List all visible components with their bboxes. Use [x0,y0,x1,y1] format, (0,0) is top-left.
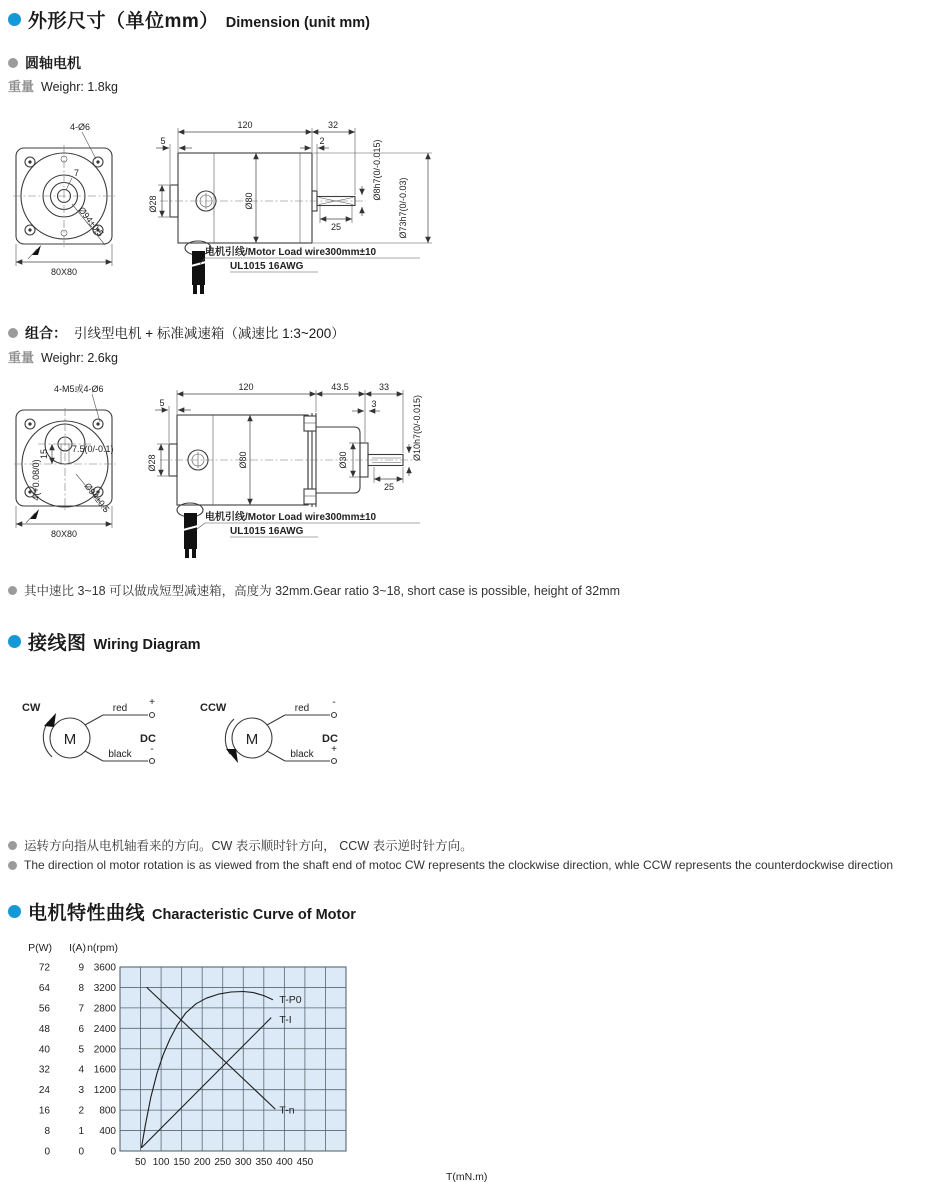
weight-value: Weighr: 1.8kg [41,80,118,94]
dim-label: 32 [327,120,339,130]
motor-lead-wire [184,513,197,549]
weight-label-zh: 重量 [8,350,35,365]
y-tick-label: 3 [78,1085,84,1097]
y-tick-label: 8 [44,1126,50,1138]
combo-heading [8,322,345,343]
combo-title: 组合： [25,325,67,341]
y-tick-label: 5 [78,1044,84,1056]
dim-label: Ø94±0.5 [76,205,106,239]
y-tick-label: 800 [99,1105,116,1117]
dim-label: 25 [330,222,342,232]
y-tick-label: 8 [78,982,84,994]
y-tick-label: 6 [78,1023,84,1035]
black-wire-label: black [108,749,132,760]
y-tick-label: 56 [38,1003,50,1015]
dc-supply-label: DC [140,733,156,745]
motor-symbol: M [63,731,77,748]
x-tick-label: 450 [296,1157,314,1168]
wiring-title-en: Wiring Diagram [93,637,201,653]
x-axis-label: T(mN.m) [446,1171,488,1182]
dim-label: Ø8h7(0/-0.015) [372,139,382,201]
dim-label: 4-M5或4-Ø6 [54,384,104,394]
dim-label: 15 [39,448,49,460]
weight-line-2 [8,347,118,366]
y-axis-header: n(rpm) [87,942,118,954]
y-axis-header: P(W) [28,942,52,954]
series-label-T-I: T-I [279,1014,292,1027]
dc-supply-label: DC [322,733,338,745]
dim-label: 7 [74,168,80,178]
y-tick-label: 0 [78,1146,84,1158]
dim-label: Ø10h7(0/-0.015) [412,394,422,462]
y-tick-label: 7 [78,1003,84,1015]
x-tick-label: 300 [234,1157,252,1168]
round-shaft-motor-label: 圆轴电机 [25,55,81,71]
wire-note-line1: 电机引线/Motor Load wire300mm±10 [205,247,377,258]
ccw-label: CCW [200,702,227,714]
y-tick-label: 48 [38,1023,50,1035]
terminal-sign: + [331,744,337,755]
y-tick-label: 2 [78,1105,84,1117]
red-wire-label: red [112,703,128,714]
y-tick-label: 1600 [93,1064,116,1076]
dim-label: Ø80 [238,451,248,469]
x-tick-label: 50 [134,1157,147,1168]
series-label-T-n: T-n [279,1104,295,1117]
cw-rotation-arrow [44,713,56,727]
terminal-sign: - [332,697,336,708]
x-tick-label: 400 [276,1157,293,1168]
motor-lead-wire [192,251,205,285]
dim-label: 43.5 [331,382,349,392]
section-wiring-heading [8,628,201,655]
blue-bullet-icon [8,905,21,918]
dim-label: Ø30 [338,451,348,469]
dim-label: 80X80 [50,529,78,539]
dim-label: 2 [319,136,325,146]
series-label-T-P0: T-P0 [279,994,302,1007]
y-tick-label: 0 [44,1146,50,1158]
dim-label: 80X80 [50,267,78,277]
y-tick-label: 1200 [93,1085,116,1097]
y-tick-label: 24 [38,1085,50,1097]
motor-symbol: M [245,731,259,748]
y-tick-label: 400 [99,1126,116,1138]
dim-label: Ø28 [147,454,157,472]
y-tick-label: 3600 [93,962,116,974]
red-wire-label: red [294,703,310,714]
characteristic-curve-chart [10,936,610,1182]
y-tick-label: 32 [38,1064,50,1076]
y-tick-label: 0 [110,1146,116,1158]
rotation-note-zh [8,836,473,854]
gray-bullet-icon [8,58,18,68]
x-tick-label: 350 [255,1157,273,1168]
round-shaft-motor-heading [8,53,81,73]
dimension-drawing-gearmotor [8,380,478,570]
rotation-note-zh-text: 运转方向指从电机轴看来的方向。CW 表示顺时针方向， CCW 表示逆时针方向。 [24,839,473,853]
y-tick-label: 64 [38,982,50,994]
gray-bullet-icon [8,328,18,338]
rotation-note-en-text: The direction ol motor rotation is as viewed from the shaft end of motoc CW represents the clockwise direction, whle CCW represents the counterdockwise direction [24,858,894,872]
ccw-rotation-arrow [226,749,238,763]
blue-bullet-icon [8,13,21,26]
black-wire-label: black [290,749,314,760]
blue-bullet-icon [8,635,21,648]
y-tick-label: 1 [78,1126,84,1138]
dim-label: 5 [159,398,165,408]
gear-ratio-note-text: 其中速比 3~18 可以做成短型减速箱，高度为 32mm.Gear ratio 3~18, short case is possible, height of 32mm [24,584,621,598]
terminal-sign: - [150,744,154,755]
section-title-zh: 外形尺寸（单位mm） [28,11,219,32]
y-tick-label: 3200 [93,982,116,994]
dim-label: 5 [160,136,166,146]
wiring-svg [8,693,428,785]
dim-label: 25 [383,482,395,492]
section-dimension-heading [8,6,370,33]
wiring-title-zh: 接线图 [28,633,87,654]
section-curve-heading [8,898,356,925]
dim-label: Ø80 [244,192,254,210]
wire-note-line2: UL1015 16AWG [230,526,304,537]
weight-value: Weighr: 2.6kg [41,351,118,365]
dim-label: Ø94±0.5 [82,481,112,515]
y-tick-label: 16 [38,1105,50,1117]
cw-label: CW [22,702,41,714]
x-tick-label: 250 [214,1157,232,1168]
y-tick-label: 2400 [93,1023,116,1035]
dim-label: 4-Ø6 [70,122,91,132]
drawing1-svg [8,118,468,298]
drawing2-svg [8,380,478,565]
combo-desc: 引线型电机 + 标准减速箱（减速比 1:3~200） [74,326,345,341]
gray-bullet-icon [8,861,17,870]
wiring-diagram [8,693,428,790]
gray-bullet-icon [8,586,17,595]
gear-ratio-note [8,581,620,599]
section-title-en: Dimension (unit mm) [225,15,370,31]
curve-title-zh: 电机特性曲线 [28,903,146,924]
y-axis-header: I(A) [69,942,86,954]
gray-bullet-icon [8,841,17,850]
y-tick-label: 9 [78,962,84,974]
wire-note-line2: UL1015 16AWG [230,261,304,272]
y-tick-label: 72 [38,962,50,974]
dim-label: Ø28 [148,195,158,213]
dim-label: 7.5(0/-0.1) [72,444,114,454]
curve-title-en: Characteristic Curve of Motor [152,907,356,923]
curve-chart-svg [10,936,610,1182]
y-tick-label: 40 [38,1044,50,1056]
dim-label: 120 [238,382,254,392]
wire-note-line1: 电机引线/Motor Load wire300mm±10 [205,512,377,523]
x-tick-label: 150 [173,1157,190,1168]
dim-label: Ø73h7(0/-0.03) [398,177,408,239]
dim-label: 4(+0.08/0) [31,459,41,501]
x-tick-label: 100 [152,1157,170,1168]
rotation-note-en [8,858,943,872]
dim-label: 120 [237,120,253,130]
weight-line-1 [8,76,118,95]
dim-label: 33 [378,382,390,392]
y-tick-label: 2800 [93,1003,116,1015]
y-tick-label: 2000 [93,1044,116,1056]
x-tick-label: 200 [193,1157,211,1168]
terminal-sign: + [149,697,155,708]
dimension-drawing-round-motor [8,118,468,303]
dim-label: 3 [371,399,377,409]
y-tick-label: 4 [78,1064,84,1076]
weight-label-zh: 重量 [8,79,35,94]
